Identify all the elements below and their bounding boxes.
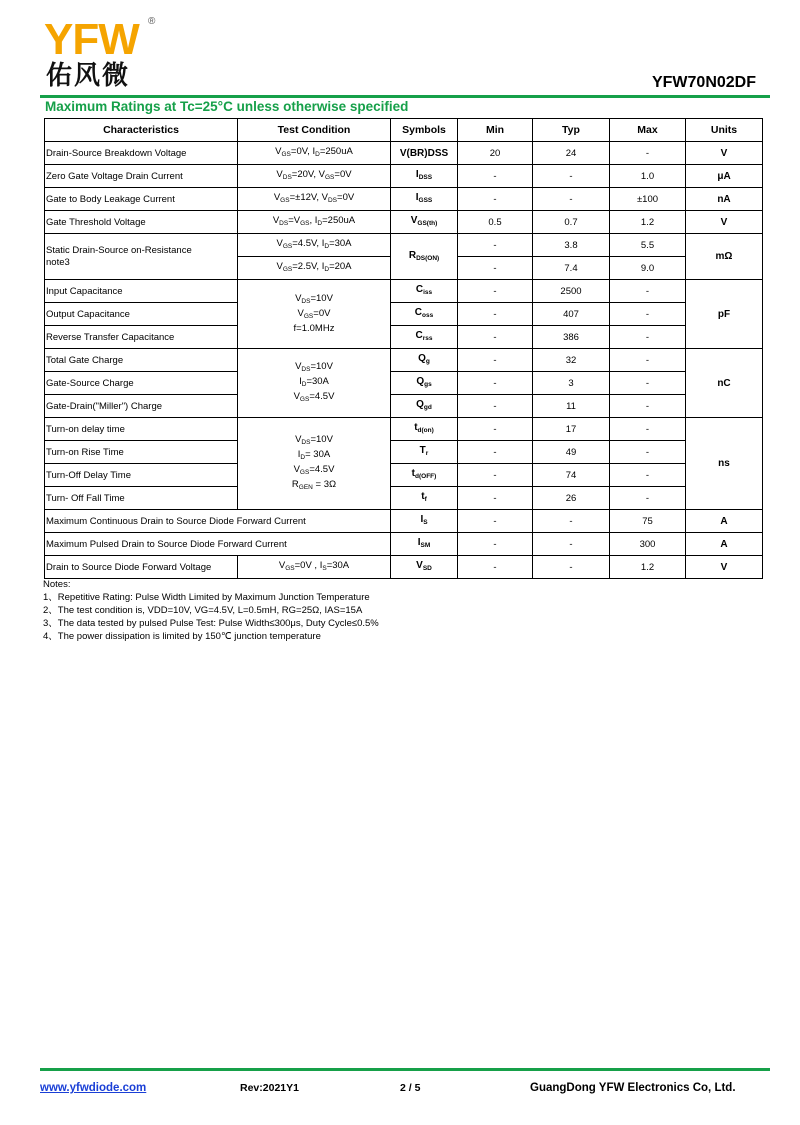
table-row xyxy=(45,464,763,487)
note-item: 2、The test condition is, VDD=10V, VG=4.5V, L=0.5mH, RG=25Ω, IAS=15A xyxy=(43,605,363,616)
typ-value: 11 xyxy=(533,395,610,418)
symbol: $t_{d(OFF)}$ xyxy=(391,464,458,487)
header-units: Units xyxy=(686,119,763,142)
characteristic: Gate to Body Leakage Current xyxy=(45,188,238,211)
typ-value: 7.4 xyxy=(533,257,610,280)
max-value: 75 xyxy=(610,510,686,533)
min-value: - xyxy=(458,533,533,556)
typ-value: 74 xyxy=(533,464,610,487)
max-value: - xyxy=(610,441,686,464)
test-condition: $V_{GS}=4.5V$, $I_D=30A$ xyxy=(238,234,391,257)
characteristic: Static Drain-Source on-Resistance note3 xyxy=(45,234,238,280)
typ-value: 386 xyxy=(533,326,610,349)
max-value: - xyxy=(610,372,686,395)
typ-value: 26 xyxy=(533,487,610,510)
typ-value: - xyxy=(533,165,610,188)
typ-value: 49 xyxy=(533,441,610,464)
characteristic: Gate Threshold Voltage xyxy=(45,211,238,234)
symbol: V(BR)DSS xyxy=(391,142,458,165)
unit: μA xyxy=(686,165,763,188)
max-value: - xyxy=(610,395,686,418)
max-value: 5.5 xyxy=(610,234,686,257)
min-value: - xyxy=(458,280,533,303)
symbol: $C_{oss}$ xyxy=(391,303,458,326)
header-characteristics: Characteristics xyxy=(45,119,238,142)
symbol: $t_{d(on)}$ xyxy=(391,418,458,441)
table-header-row xyxy=(45,119,763,142)
max-value: - xyxy=(610,326,686,349)
registered-mark: ® xyxy=(148,16,156,27)
typ-value: 2500 xyxy=(533,280,610,303)
typ-value: 24 xyxy=(533,142,610,165)
max-value: - xyxy=(610,487,686,510)
characteristic: Turn-Off Delay Time xyxy=(45,464,238,487)
test-condition: $V_{GS}=0V$, $I_D=250uA$ xyxy=(238,142,391,165)
characteristic: Maximum Pulsed Drain to Source Diode Forward Current xyxy=(45,533,391,556)
max-value: - xyxy=(610,280,686,303)
max-value: - xyxy=(610,464,686,487)
table-row xyxy=(45,303,763,326)
unit: V xyxy=(686,556,763,579)
characteristic: Turn-on Rise Time xyxy=(45,441,238,464)
max-value: - xyxy=(610,303,686,326)
min-value: 20 xyxy=(458,142,533,165)
table-row xyxy=(45,349,763,372)
max-value: ±100 xyxy=(610,188,686,211)
notes-section xyxy=(43,578,379,643)
max-value: 1.2 xyxy=(610,556,686,579)
typ-value: 0.7 xyxy=(533,211,610,234)
test-condition: $V_{DS}=10V$ $I_D= 30A$ $V_{GS}=4.5V$ $R_{GEN} = 3\Omega$ xyxy=(238,418,391,510)
company-name: GuangDong YFW Electronics Co, Ltd. xyxy=(530,1082,736,1094)
characteristic: Total Gate Charge xyxy=(45,349,238,372)
test-condition: $V_{GS}=\pm 12V$, $V_{DS}=0V$ xyxy=(238,188,391,211)
unit: nC xyxy=(686,349,763,418)
unit: pF xyxy=(686,280,763,349)
typ-value: 17 xyxy=(533,418,610,441)
characteristic: Input Capacitance xyxy=(45,280,238,303)
max-value: 1.2 xyxy=(610,211,686,234)
min-value: - xyxy=(458,372,533,395)
min-value: - xyxy=(458,510,533,533)
typ-value: - xyxy=(533,533,610,556)
table-row xyxy=(45,487,763,510)
typ-value: 3 xyxy=(533,372,610,395)
table-row xyxy=(45,441,763,464)
section-title: Maximum Ratings at Tc=25°C unless otherwise specified xyxy=(45,99,409,114)
max-value: 1.0 xyxy=(610,165,686,188)
characteristic: Reverse Transfer Capacitance xyxy=(45,326,238,349)
website-link[interactable]: www.yfwdiode.com xyxy=(40,1082,147,1094)
table-row xyxy=(45,326,763,349)
characteristic: Gate-Source Charge xyxy=(45,372,238,395)
symbol: $I_{GSS}$ xyxy=(391,188,458,211)
min-value: - xyxy=(458,188,533,211)
table-row xyxy=(45,510,763,533)
header-max: Max xyxy=(610,119,686,142)
note-item: 1、Repetitive Rating: Pulse Width Limited by Maximum Junction Temperature xyxy=(43,592,370,603)
footer-divider xyxy=(40,1068,770,1071)
ratings-table xyxy=(44,118,763,579)
symbol: $T_r$ xyxy=(391,441,458,464)
characteristic: Zero Gate Voltage Drain Current xyxy=(45,165,238,188)
test-condition: $V_{DS}=10V$ $I_D=30A$ $V_{GS}=4.5V$ xyxy=(238,349,391,418)
min-value: - xyxy=(458,487,533,510)
header-test-condition: Test Condition xyxy=(238,119,391,142)
logo-letters: YFW xyxy=(44,15,139,64)
test-condition: $V_{GS}=0V$ , $I_S=30A$ xyxy=(238,556,391,579)
typ-value: - xyxy=(533,556,610,579)
table-row xyxy=(45,372,763,395)
unit: A xyxy=(686,510,763,533)
characteristic: Maximum Continuous Drain to Source Diode Forward Current xyxy=(45,510,391,533)
symbol: $C_{iss}$ xyxy=(391,280,458,303)
max-value: - xyxy=(610,349,686,372)
characteristic: Drain to Source Diode Forward Voltage xyxy=(45,556,238,579)
notes-title: Notes: xyxy=(43,579,71,590)
min-value: - xyxy=(458,556,533,579)
symbol: $C_{rss}$ xyxy=(391,326,458,349)
symbol: $I_S$ xyxy=(391,510,458,533)
characteristic: Gate-Drain("Miller") Charge xyxy=(45,395,238,418)
max-value: 300 xyxy=(610,533,686,556)
symbol: $Q_{gd}$ xyxy=(391,395,458,418)
header-symbols: Symbols xyxy=(391,119,458,142)
table-row xyxy=(45,533,763,556)
note-item: 3、The data tested by pulsed Pulse Test: Pulse Width≤300μs, Duty Cycle≤0.5% xyxy=(43,618,379,629)
table-row xyxy=(45,280,763,303)
unit: ns xyxy=(686,418,763,510)
page-number: 2 / 5 xyxy=(400,1082,421,1094)
min-value: - xyxy=(458,349,533,372)
characteristic: Output Capacitance xyxy=(45,303,238,326)
unit: A xyxy=(686,533,763,556)
symbol: $I_{SM}$ xyxy=(391,533,458,556)
min-value: - xyxy=(458,257,533,280)
symbol: $I_{DSS}$ xyxy=(391,165,458,188)
typ-value: - xyxy=(533,188,610,211)
symbol: $Q_g$ xyxy=(391,349,458,372)
max-value: - xyxy=(610,418,686,441)
min-value: - xyxy=(458,234,533,257)
unit: nA xyxy=(686,188,763,211)
unit: mΩ xyxy=(686,234,763,280)
company-logo xyxy=(44,15,164,91)
part-number: YFW70N02DF xyxy=(651,74,756,91)
symbol: $R_{DS(ON)}$ xyxy=(391,234,458,280)
table-row xyxy=(45,142,763,165)
min-value: 0.5 xyxy=(458,211,533,234)
max-value: 9.0 xyxy=(610,257,686,280)
min-value: - xyxy=(458,441,533,464)
test-condition: $V_{GS}=2.5V$, $I_D=20A$ xyxy=(238,257,391,280)
characteristic: Turn- Off Fall Time xyxy=(45,487,238,510)
unit: V xyxy=(686,211,763,234)
characteristic: Drain-Source Breakdown Voltage xyxy=(45,142,238,165)
table-row xyxy=(45,165,763,188)
max-value: - xyxy=(610,142,686,165)
min-value: - xyxy=(458,326,533,349)
table-row xyxy=(45,556,763,579)
table-row xyxy=(45,211,763,234)
symbol: $V_{SD}$ xyxy=(391,556,458,579)
typ-value: - xyxy=(533,510,610,533)
symbol: $Q_{gs}$ xyxy=(391,372,458,395)
min-value: - xyxy=(458,165,533,188)
min-value: - xyxy=(458,464,533,487)
test-condition: $V_{DS}=10V$ $V_{GS}=0V$ f=1.0MHz xyxy=(238,280,391,349)
symbol: $t_f$ xyxy=(391,487,458,510)
symbol: $V_{GS(th)}$ xyxy=(391,211,458,234)
test-condition: $V_{DS}=V_{GS}$, $I_D=250uA$ xyxy=(238,211,391,234)
typ-value: 32 xyxy=(533,349,610,372)
table-row xyxy=(45,234,763,257)
logo-chinese-name: 佑风微 xyxy=(46,61,131,91)
min-value: - xyxy=(458,418,533,441)
table-row xyxy=(45,188,763,211)
table-row xyxy=(45,418,763,441)
revision-label: Rev:2021Y1 xyxy=(240,1082,299,1094)
unit: V xyxy=(686,142,763,165)
typ-value: 3.8 xyxy=(533,234,610,257)
header-min: Min xyxy=(458,119,533,142)
typ-value: 407 xyxy=(533,303,610,326)
header-typ: Typ xyxy=(533,119,610,142)
header-divider xyxy=(40,95,770,98)
min-value: - xyxy=(458,303,533,326)
note-item: 4、The power dissipation is limited by 150℃ junction temperature xyxy=(43,631,321,642)
table-row xyxy=(45,395,763,418)
characteristic: Turn-on delay time xyxy=(45,418,238,441)
min-value: - xyxy=(458,395,533,418)
test-condition: $V_{DS}=20V$, $V_{GS}=0V$ xyxy=(238,165,391,188)
